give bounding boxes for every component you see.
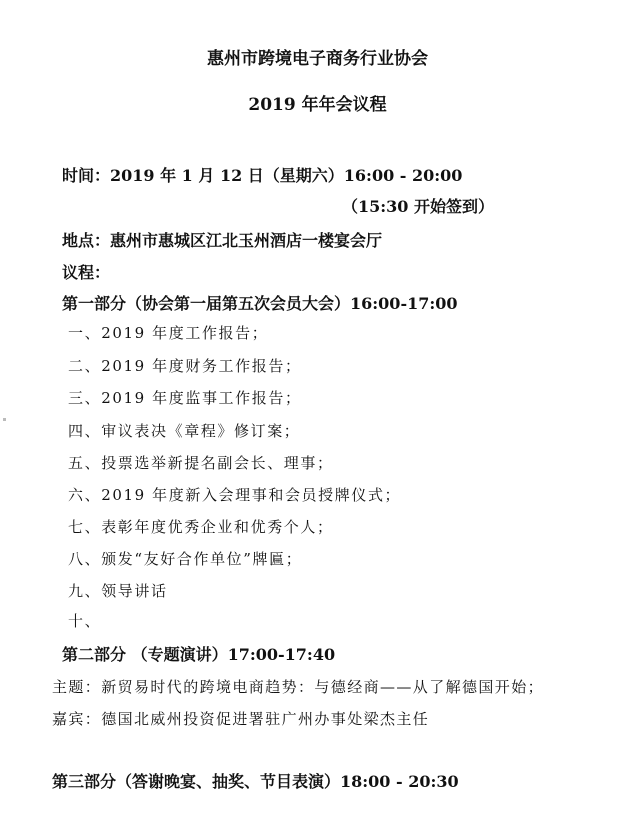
agenda-item: 六、2019 年度新入会理事和会员授牌仪式； [68, 486, 402, 504]
agenda-item: 七、表彰年度优秀企业和优秀个人； [68, 518, 334, 536]
checkin-note: （15:30 开始签到） [342, 197, 495, 216]
document-subtitle: 2019 年年会议程 [248, 95, 387, 115]
agenda-item: 三、2019 年度监事工作报告； [68, 389, 302, 407]
agenda-item: 一、2019 年度工作报告； [68, 324, 269, 342]
margin-mark [3, 418, 6, 421]
agenda-item: 二、2019 年度财务工作报告； [68, 357, 302, 375]
document-title: 惠州市跨境电子商务行业协会 [207, 49, 428, 69]
speech-guest: 嘉宾：德国北威州投资促进署驻广州办事处梁杰主任 [52, 710, 430, 728]
speech-topic: 主题：新贸易时代的跨境电商趋势：与德经商——从了解德国开始； [52, 678, 545, 696]
agenda-label: 议程： [62, 263, 111, 282]
part2-heading: 第二部分 （专题演讲）17:00-17:40 [62, 645, 336, 664]
part1-heading: 第一部分（协会第一届第五次会员大会）16:00-17:00 [62, 294, 458, 313]
agenda-item: 九、领导讲话 [68, 582, 168, 600]
location-line: 地点：惠州市惠城区江北玉州酒店一楼宴会厅 [62, 231, 383, 250]
agenda-item: 五、投票选举新提名副会长、理事； [68, 454, 334, 472]
part3-heading: 第三部分（答谢晚宴、抽奖、节目表演）18:00 - 20:30 [52, 772, 459, 791]
agenda-item: 四、审议表决《章程》修订案； [68, 422, 301, 440]
agenda-item: 八、颁发“友好合作单位”牌匾； [68, 550, 303, 568]
time-line: 时间：2019 年 1 月 12 日（星期六）16:00 - 20:00 [62, 166, 463, 185]
agenda-item: 十、 [68, 612, 102, 630]
